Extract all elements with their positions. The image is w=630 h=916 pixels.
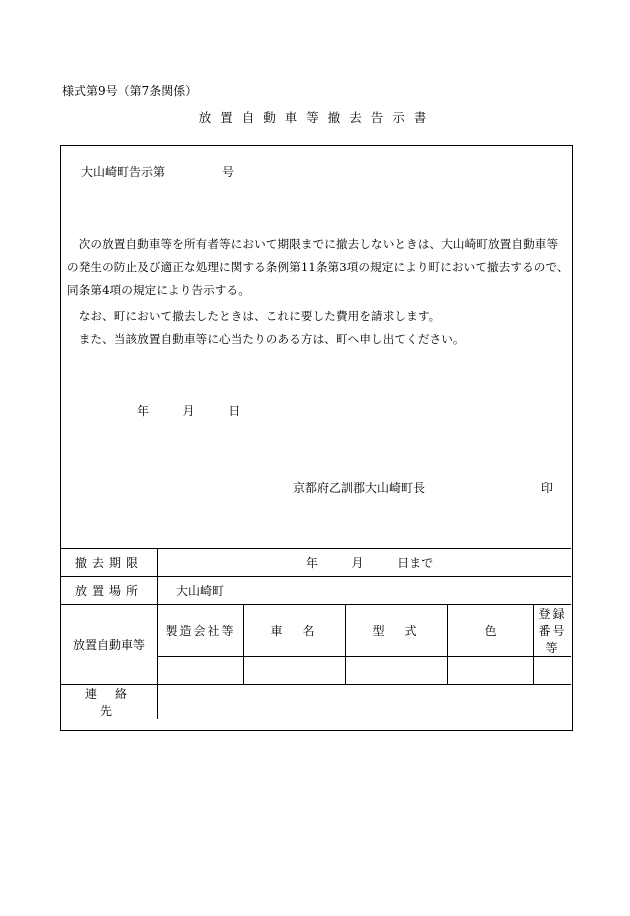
paragraph-main-line-3: 同条第4項の規定により告示する。 xyxy=(67,283,250,297)
paragraph-contact-text: また、当該放置自動車等に心当たりのある方は、町へ申し出てください。 xyxy=(78,332,465,346)
paragraph-contact xyxy=(67,328,567,351)
contact-label: 連絡先 xyxy=(61,685,158,720)
notice-frame xyxy=(60,145,573,731)
deadline-value xyxy=(158,549,572,577)
model-value[interactable] xyxy=(346,657,448,685)
paragraph-main-line-2: の発生の防止及び適正な処理に関する条例第11条第3項の規定により町において撤去するので、 xyxy=(67,260,569,274)
date-day: 日 xyxy=(228,404,241,418)
seal-mark: 印 xyxy=(541,481,554,495)
notice-number-prefix: 大山崎町告示第 xyxy=(81,165,166,179)
deadline-year: 年 xyxy=(305,556,318,570)
contact-value[interactable] xyxy=(158,685,572,720)
place-row xyxy=(61,577,571,605)
col-model: 型式 xyxy=(346,605,448,657)
deadline-month: 月 xyxy=(351,556,364,570)
col-car-name: 車名 xyxy=(244,605,346,657)
notice-date xyxy=(137,402,240,419)
place-label: 放置場所 xyxy=(61,577,158,605)
paragraph-main-line-1: 次の放置自動車等を所有者等において期限までに撤去しないときは、大山崎町放置自動車等 xyxy=(78,237,559,251)
deadline-until: 日まで xyxy=(397,556,434,570)
col-manufacturer: 製造会社等 xyxy=(158,605,244,657)
paragraph-main xyxy=(67,233,567,302)
place-value: 大山崎町 xyxy=(158,577,572,605)
document-title: 放置自動車等撤去告示書 xyxy=(198,110,436,125)
paragraph-cost xyxy=(67,305,567,328)
col-registration: 登録番号等 xyxy=(534,605,572,657)
vehicle-header-row xyxy=(61,605,571,657)
date-year: 年 xyxy=(137,404,150,418)
notice-number xyxy=(81,163,235,180)
vehicle-label: 放置自動車等 xyxy=(61,605,158,685)
col-color: 色 xyxy=(448,605,534,657)
notice-number-suffix: 号 xyxy=(222,165,235,179)
car-name-value[interactable] xyxy=(244,657,346,685)
form-number: 様式第9号（第7条関係） xyxy=(62,84,198,98)
notice-body xyxy=(61,146,571,549)
registration-value[interactable] xyxy=(534,657,572,685)
manufacturer-value[interactable] xyxy=(158,657,244,685)
paragraph-cost-text: なお、町において撤去したときは、これに要した費用を請求します。 xyxy=(78,309,441,323)
deadline-label: 撤去期限 xyxy=(61,549,158,577)
mayor-name: 京都府乙訓郡大山崎町長 xyxy=(293,481,426,495)
date-month: 月 xyxy=(182,404,195,418)
details-table xyxy=(61,548,571,719)
deadline-row xyxy=(61,549,571,577)
color-value[interactable] xyxy=(448,657,534,685)
contact-row xyxy=(61,685,571,720)
